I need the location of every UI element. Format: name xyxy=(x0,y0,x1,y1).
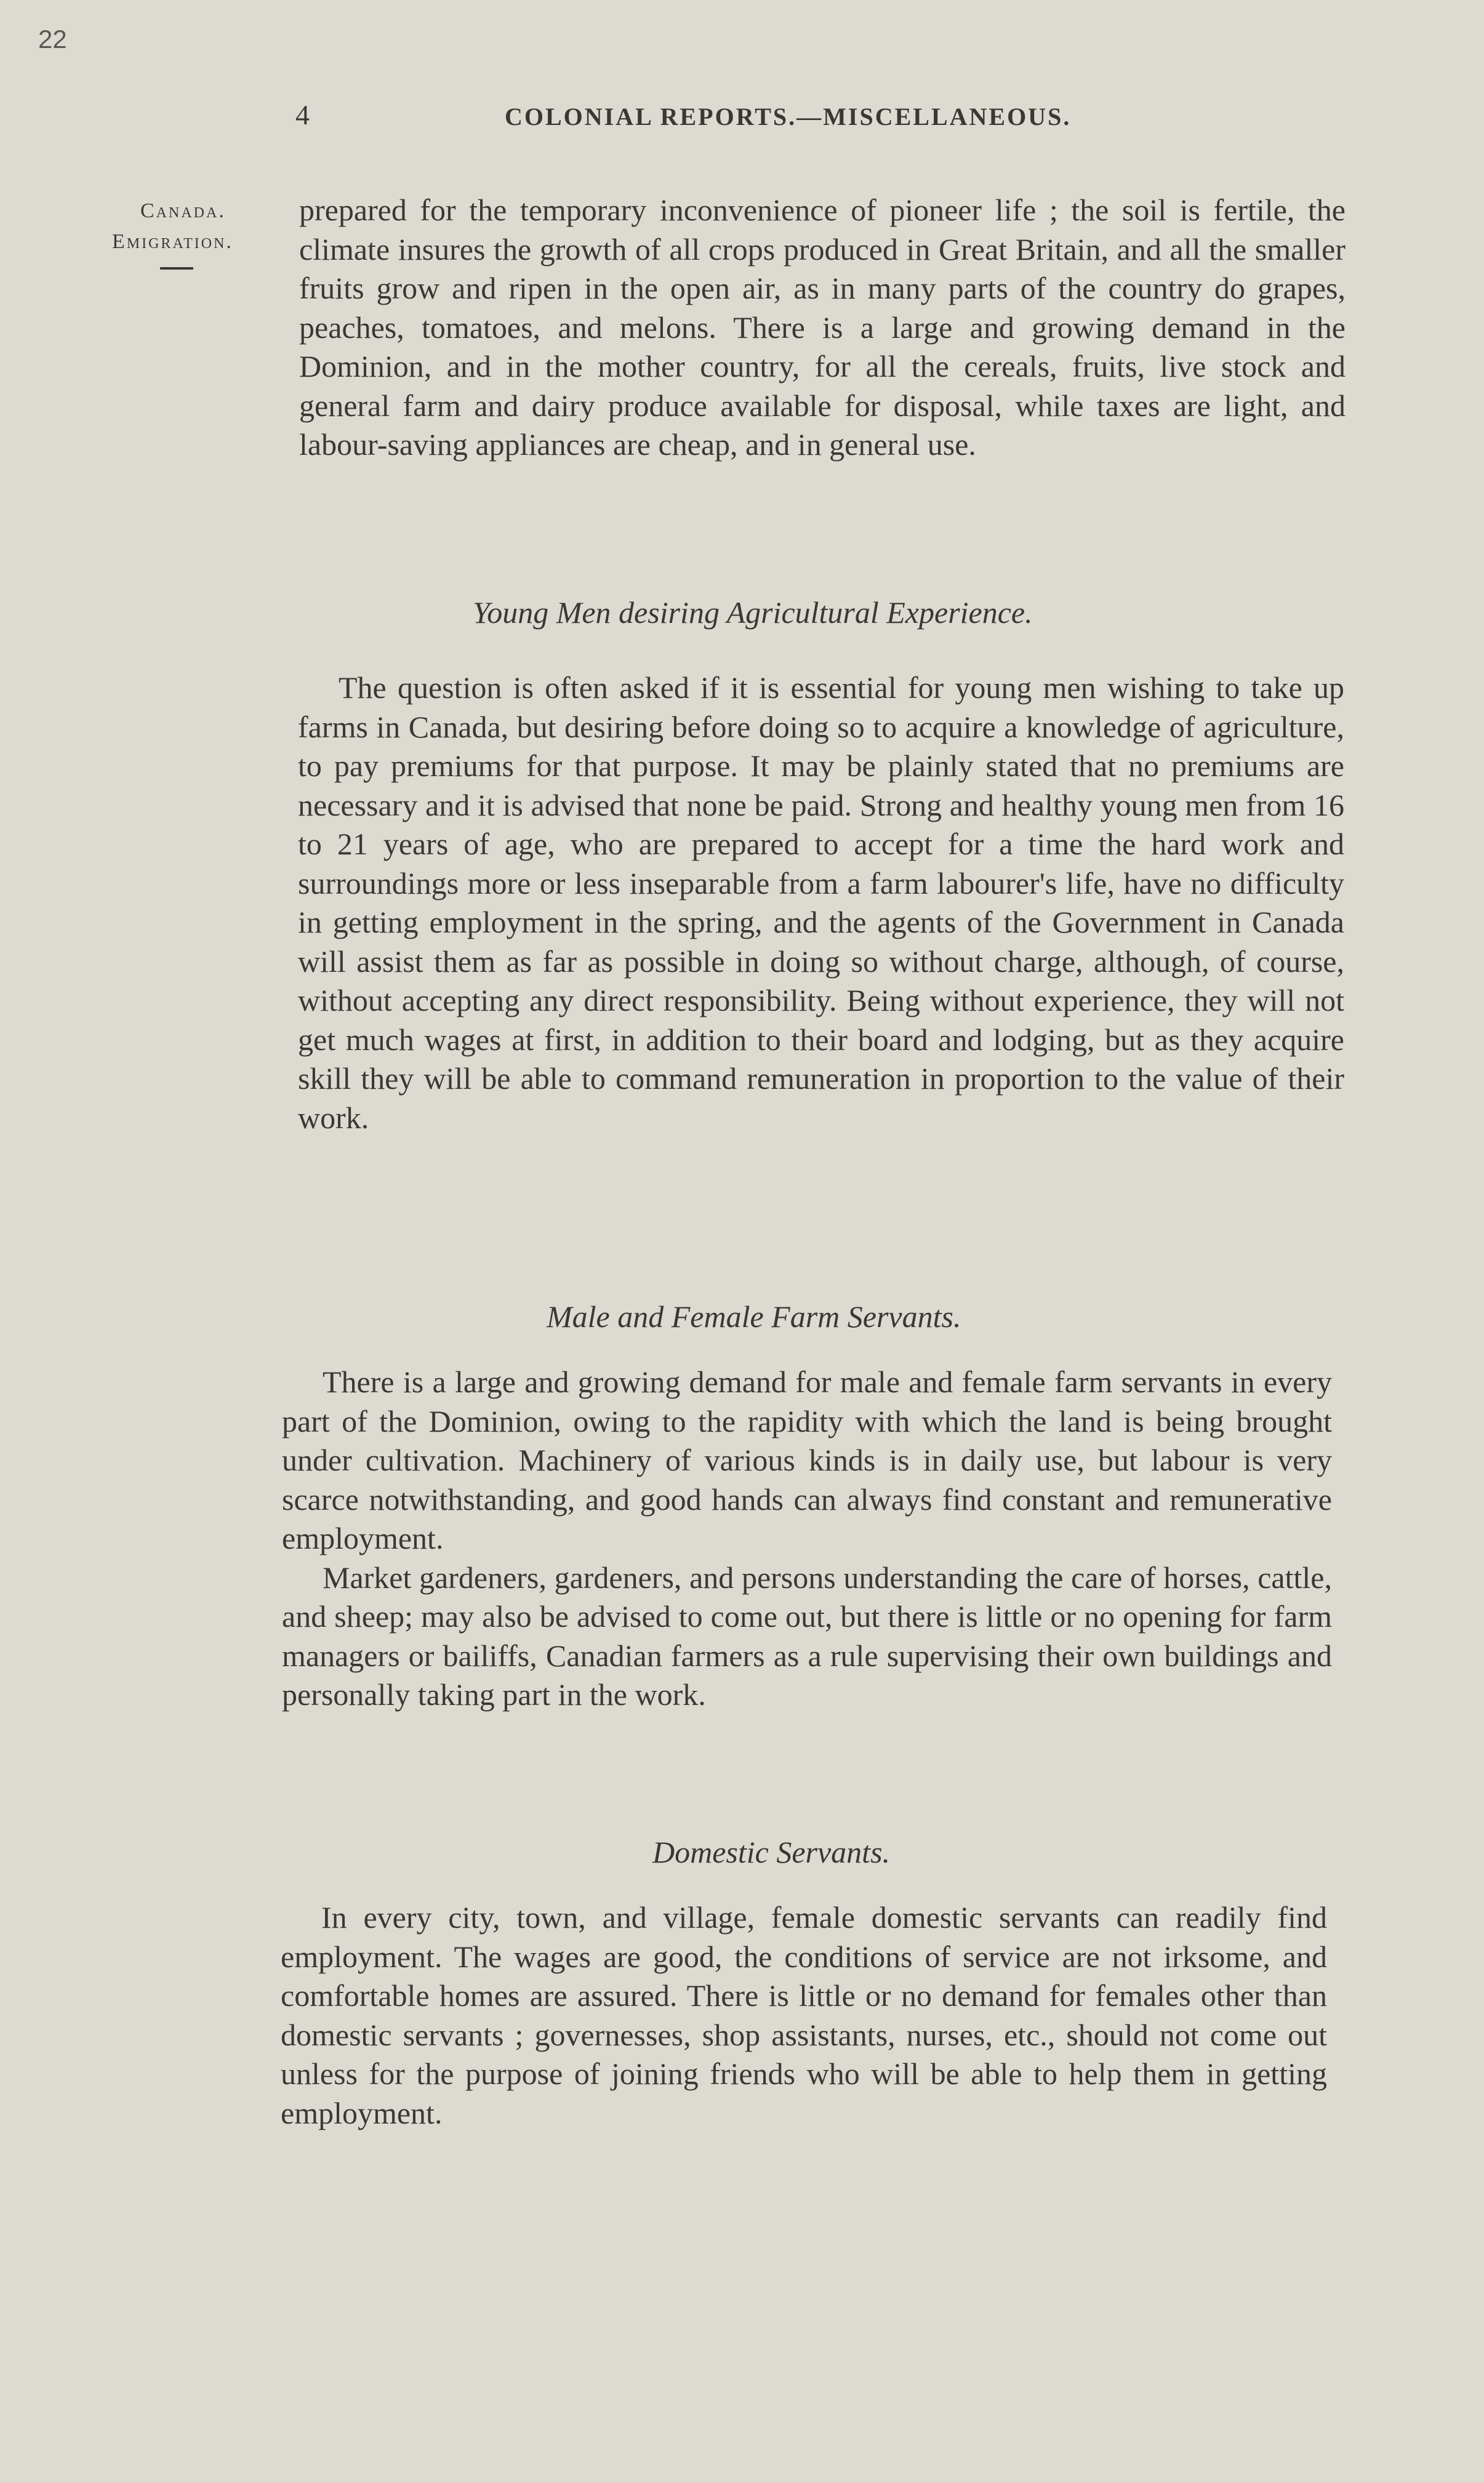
scan-page-number: 22 xyxy=(38,25,67,54)
intro-paragraph: prepared for the temporary inconvenience of pioneer life ; the soil is fertile, the climate insures the growth of all crops produced in Great Britain, and all the smaller fruits grow and ripen in the open air, as in many parts of the country do grapes, peaches, tomatoes, and melons. There is a large and growing demand in the Dominion, and in the mother country, for all the cereals, fruits, live stock and general farm and dairy produce available for disposal, while taxes are light, and labour-saving appliances are cheap, and in general use. xyxy=(299,193,1346,462)
domestic-block xyxy=(281,1898,1327,2133)
running-title: COLONIAL REPORTS.—MISCELLANEOUS. xyxy=(505,103,1072,130)
page-folio: 4 xyxy=(295,99,310,130)
young-men-paragraph: The question is often asked if it is essential for young men wishing to take up farms in Canada, but desiring before doing so to acquire a knowledge of agriculture, to pay premiums for that purpose. It may be plainly stated that no premiums are necessary and it is advised that none be paid. Strong and healthy young men from 16 to 21 years of age, who are prepared to accept for a time the hard work and surroundings more or less inseparable from a farm labourer's life, have no difficulty in getting employment in the spring, and the agents of the Government in Canada will assist them as far as possible in doing so without charge, although, of course, without accepting any direct responsibility. Being without experience, they will not get much wages at first, in addition to their board and lodging, but as they acquire skill they will be able to command remuneration in proportion to the value of their work. xyxy=(298,670,1344,1135)
heading-young-men: Young Men desiring Agricultural Experience. xyxy=(473,595,1033,630)
sidenote-canada: Canada. xyxy=(140,199,226,222)
farm-servants-block xyxy=(282,1363,1332,1715)
farm-servants-paragraph-2: Market gardeners, gardeners, and persons understanding the care of horses, cattle, and sheep; may also be advised to come out, but there is little or no opening for farm managers or bailiffs, Canadian farmers as a rule supervising their own buildings and personally taking part in the work. xyxy=(282,1560,1332,1712)
sidenote-emigration: Emigration. xyxy=(112,230,233,253)
sidenote-rule xyxy=(160,267,193,270)
heading-domestic-servants: Domestic Servants. xyxy=(652,1835,891,1869)
farm-servants-paragraph-1: There is a large and growing demand for male and female farm servants in every part of the Dominion, owing to the rapidity with which the land is being brought under cultivation. Machinery of various kinds is in daily use, but labour is very scarce notwithstanding, and good hands can always find constant and remunerative employment. xyxy=(282,1365,1332,1555)
margin-sidenote xyxy=(112,196,297,270)
intro-paragraph-block xyxy=(299,191,1346,465)
heading-farm-servants: Male and Female Farm Servants. xyxy=(547,1299,961,1334)
domestic-paragraph: In every city, town, and village, female domestic servants can readily find employment. The wages are good, the conditions of service are not irksome, and comfortable homes are assured. There is little or no demand for females other than domestic servants ; governesses, shop assistants, nurses, etc., should not come out unless for the purpose of joining friends who will be able to help them in getting employment. xyxy=(281,1900,1327,2130)
young-men-block xyxy=(298,668,1344,1137)
